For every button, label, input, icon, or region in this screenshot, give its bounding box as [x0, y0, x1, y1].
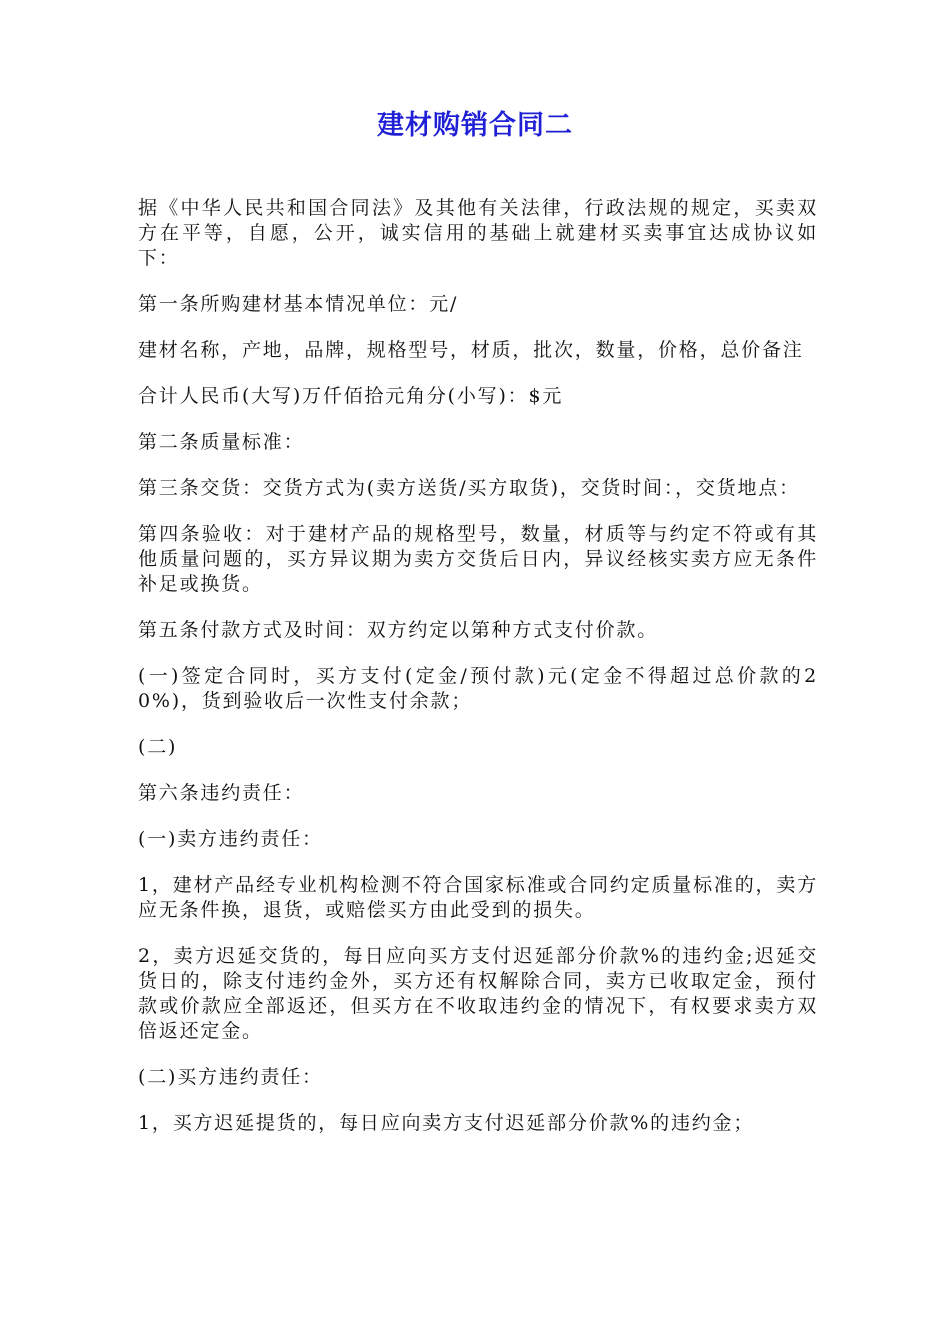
paragraph-buyer-item-1: 1，买方迟延提货的，每日应向卖方支付迟延部分价款%的违约金；	[138, 1112, 755, 1134]
paragraph-seller-liability: (一)卖方违约责任：	[138, 828, 323, 850]
paragraph-article-2: 第二条质量标准：	[138, 431, 305, 453]
paragraph-buyer-liability: (二)买方违约责任：	[138, 1066, 323, 1088]
paragraph-article-3: 第三条交货：交货方式为(卖方送货/买方取货)，交货时间：，交货地点：	[138, 477, 800, 499]
paragraph-seller-item-1: 1，建材产品经专业机构检测不符合国家标准或合同约定质量标准的，卖方应无条件换，退货，或赔偿买方由此受到的损失。	[138, 874, 818, 921]
paragraph-preamble: 据《中华人民共和国合同法》及其他有关法律，行政法规的规定，买卖双方在平等，自愿，公开，诚实信用的基础上就建材买卖事宜达成协议如下：	[138, 197, 818, 269]
paragraph-total-amount: 合计人民币(大写)万仟佰拾元角分(小写)：$元	[138, 385, 564, 407]
paragraph-payment-1: (一)签定合同时，买方支付(定金/预付款)元(定金不得超过总价款的20%)，货到验收后一次性支付余款；	[138, 665, 818, 712]
paragraph-article-1: 第一条所购建材基本情况单位：元/	[138, 293, 459, 315]
paragraph-material-fields: 建材名称，产地，品牌，规格型号，材质，批次，数量，价格，总价备注	[138, 339, 804, 361]
paragraph-article-5: 第五条付款方式及时间：双方约定以第种方式支付价款。	[138, 619, 659, 641]
paragraph-article-6: 第六条违约责任：	[138, 782, 305, 804]
document-body	[138, 196, 818, 1157]
paragraph-seller-item-2: 2，卖方迟延交货的，每日应向买方支付迟延部分价款%的违约金;迟延交货日的，除支付违约金外，买方还有权解除合同，卖方已收取定金，预付款或价款应全部返还，但买方在不收取违约金的情况下，有权要求卖方双倍返还定金。	[138, 945, 818, 1042]
paragraph-article-4: 第四条验收：对于建材产品的规格型号，数量，材质等与约定不符或有其他质量问题的，买方异议期为卖方交货后日内，异议经核实卖方应无条件补足或换货。	[138, 523, 818, 595]
paragraph-payment-2: (二)	[138, 736, 178, 758]
document-title: 建材购销合同二	[377, 110, 573, 141]
